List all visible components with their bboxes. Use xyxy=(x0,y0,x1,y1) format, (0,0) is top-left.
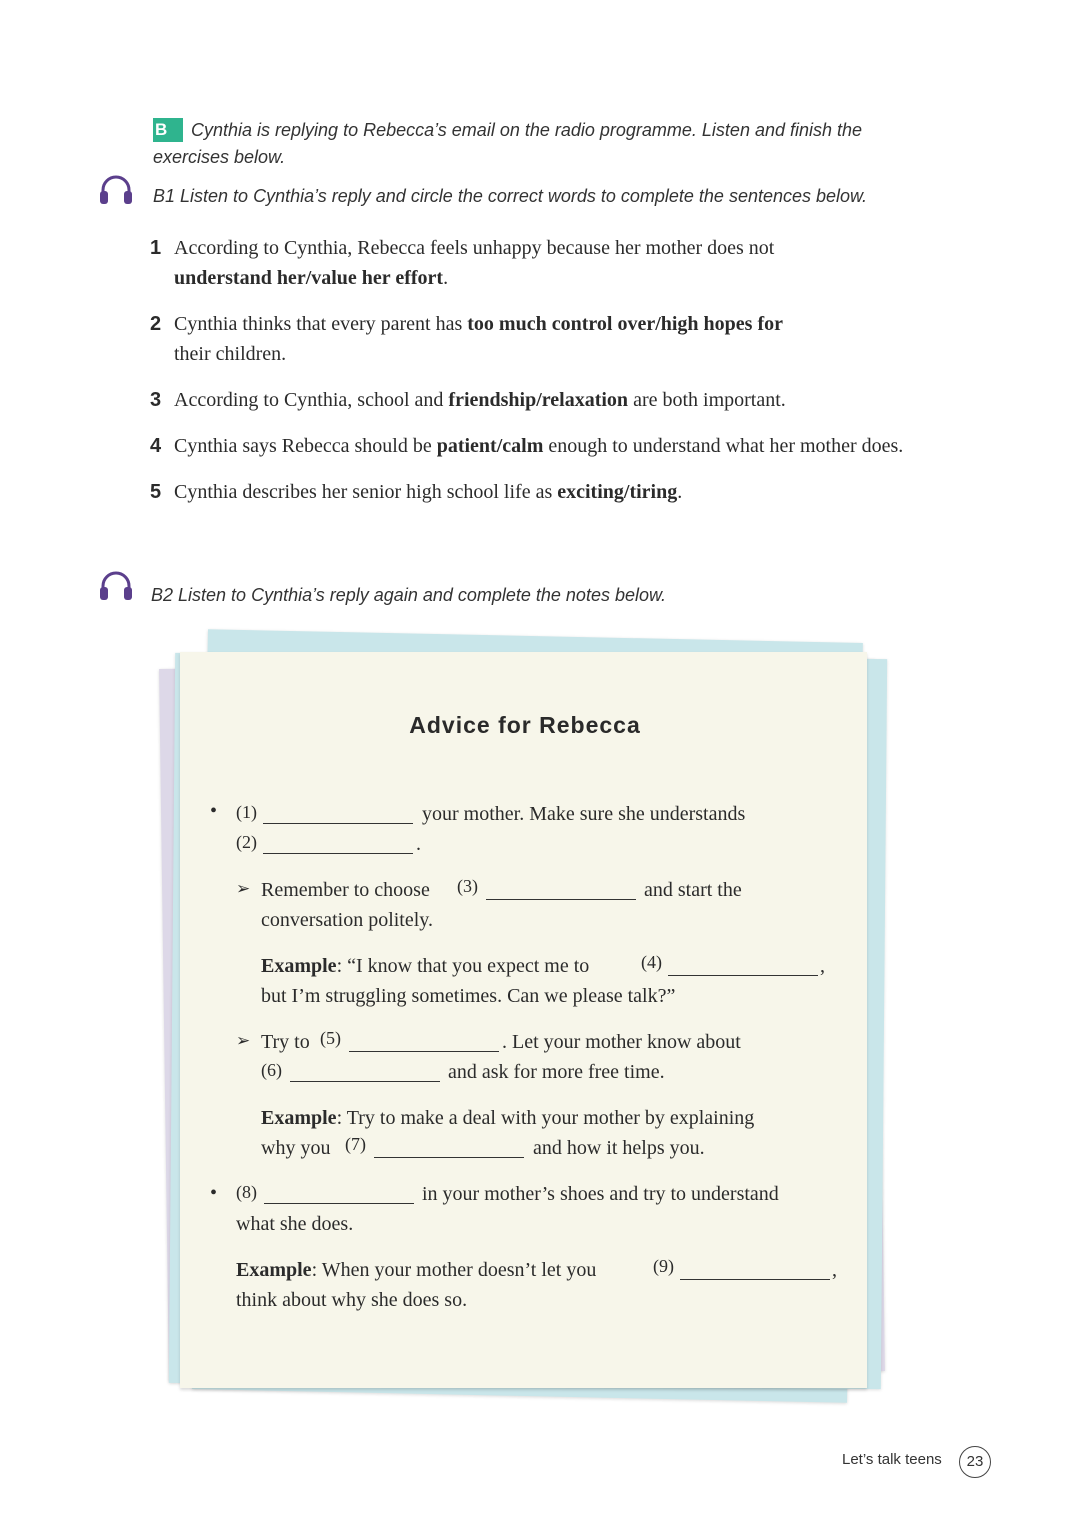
bullet-point: • xyxy=(210,1182,218,1204)
footer-book-title: Let’s talk teens xyxy=(842,1451,942,1468)
item-choice[interactable]: exciting/tiring xyxy=(557,481,678,503)
b1-sentence-list xyxy=(150,233,910,523)
blank-number: (6) xyxy=(261,1060,282,1080)
note-text: and ask for more free time. xyxy=(448,1061,665,1083)
blank-number: (4) xyxy=(641,952,662,972)
item-choice[interactable]: patient/calm xyxy=(436,435,544,457)
example-line xyxy=(261,951,589,981)
blank-field[interactable] xyxy=(263,835,413,854)
arrow-bullet-icon: ➢ xyxy=(236,1031,251,1050)
arrow-bullet-icon: ➢ xyxy=(236,879,251,898)
section-b-text: Cynthia is replying to Rebecca’s email on the radio programme. Listen and finish the exercises below. xyxy=(153,120,863,167)
item-number: 3 xyxy=(150,389,162,411)
comma: , xyxy=(832,1259,837,1281)
item-text-end: . xyxy=(443,267,449,289)
example-label: Example xyxy=(236,1259,312,1281)
note-text: and how it helps you. xyxy=(533,1137,705,1159)
headphones-icon xyxy=(98,568,134,604)
note-text: why you xyxy=(261,1137,331,1159)
blank-number: (1) xyxy=(236,802,257,822)
notes-title: Advice for Rebecca xyxy=(409,712,641,738)
example-text: : “I know that you expect me to xyxy=(336,955,590,977)
item-number: 4 xyxy=(150,435,162,457)
item-text: According to Cynthia, school and xyxy=(174,389,449,411)
example-line xyxy=(261,1103,754,1133)
item-text-end: are both important. xyxy=(628,389,786,411)
item-number: 5 xyxy=(150,481,162,503)
list-item xyxy=(150,477,910,507)
note-text: . Let your mother know about xyxy=(502,1031,741,1053)
note-text: but I’m struggling sometimes. Can we please talk?” xyxy=(261,985,676,1007)
item-choice[interactable]: too much control over/high hopes for xyxy=(467,313,783,335)
b1-instruction: B1 Listen to Cynthia’s reply and circle the correct words to complete the sentences below. xyxy=(153,186,868,206)
list-item xyxy=(150,233,910,293)
blank-number: (5) xyxy=(320,1028,341,1048)
example-line xyxy=(236,1255,596,1285)
blank-field[interactable] xyxy=(264,1185,414,1204)
note-text: what she does. xyxy=(236,1213,354,1235)
example-text: : Try to make a deal with your mother by explaining xyxy=(336,1107,755,1129)
note-text: in your mother’s shoes and try to understand xyxy=(422,1183,779,1205)
item-choice[interactable]: friendship/relaxation xyxy=(448,389,629,411)
b2-instruction: B2 Listen to Cynthia’s reply again and complete the notes below. xyxy=(151,585,666,605)
example-label: Example xyxy=(261,1107,337,1129)
blank-number: (9) xyxy=(653,1256,674,1276)
section-b-badge: B xyxy=(153,118,183,142)
blank-field[interactable] xyxy=(680,1261,830,1280)
bullet-point: • xyxy=(210,800,218,822)
note-text: Try to xyxy=(261,1031,310,1053)
section-b-instruction xyxy=(153,117,913,171)
blank-number: (7) xyxy=(345,1134,366,1154)
blank-field[interactable] xyxy=(349,1033,499,1052)
item-text-end: . xyxy=(677,481,683,503)
list-item xyxy=(150,431,910,461)
item-text: Cynthia describes her senior high school life as xyxy=(174,481,558,503)
item-text-end: enough to understand what her mother does. xyxy=(543,435,904,457)
list-item xyxy=(150,309,910,369)
example-label: Example xyxy=(261,955,337,977)
blank-number: (3) xyxy=(457,876,478,896)
blank-number: (2) xyxy=(236,832,257,852)
item-number: 2 xyxy=(150,313,162,335)
note-text: Remember to choose xyxy=(261,879,430,901)
blank-field[interactable] xyxy=(290,1063,440,1082)
item-text-end: their children. xyxy=(174,343,287,365)
list-item xyxy=(150,385,910,415)
blank-number: (8) xyxy=(236,1182,257,1202)
blank-field[interactable] xyxy=(374,1139,524,1158)
page-number: 23 xyxy=(959,1446,991,1478)
note-text: and start the xyxy=(644,879,742,901)
item-number: 1 xyxy=(150,237,162,259)
item-text: Cynthia says Rebecca should be xyxy=(174,435,437,457)
period: . xyxy=(416,833,421,855)
item-choice[interactable]: understand her/value her effort xyxy=(174,267,444,289)
blank-field[interactable] xyxy=(668,957,818,976)
note-text: your mother. Make sure she understands xyxy=(422,803,746,825)
headphones-icon xyxy=(98,172,134,208)
example-text: : When your mother doesn’t let you xyxy=(311,1259,597,1281)
blank-field[interactable] xyxy=(486,881,636,900)
blank-field[interactable] xyxy=(263,805,413,824)
note-text: think about why she does so. xyxy=(236,1289,468,1311)
item-text: Cynthia thinks that every parent has xyxy=(174,313,468,335)
item-text: According to Cynthia, Rebecca feels unhappy because her mother does not xyxy=(174,237,775,259)
note-text: conversation politely. xyxy=(261,909,433,931)
comma: , xyxy=(820,955,825,977)
